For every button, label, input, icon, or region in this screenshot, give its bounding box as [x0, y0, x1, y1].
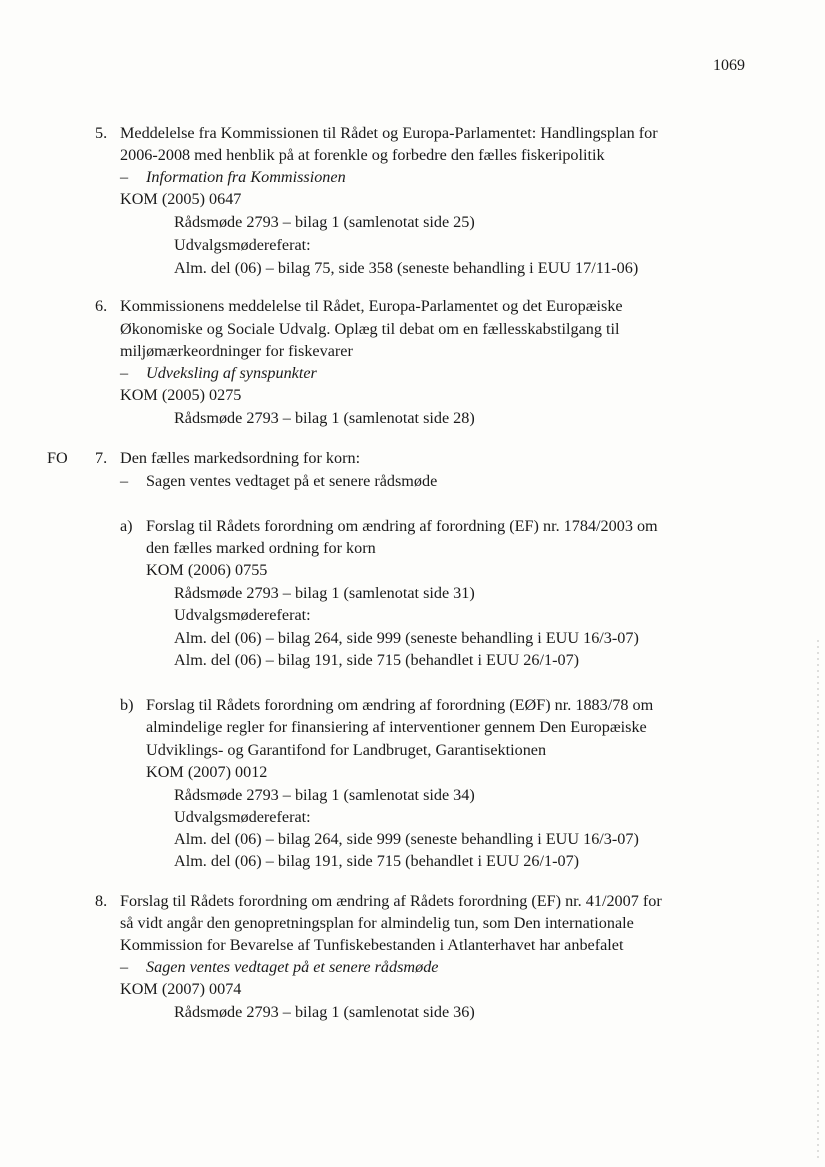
item-note: Sagen ventes vedtaget på et senere rådsmøde	[146, 958, 439, 976]
sub-item-title-line: almindelige regler for finansiering af interventioner gennem Den Europæiske	[146, 718, 647, 736]
council-reference: Udvalgsmødereferat:	[174, 606, 311, 624]
page-number: 1069	[713, 57, 745, 74]
sub-item-letter: b)	[120, 696, 134, 714]
sub-item-title-line: Forslag til Rådets forordning om ændring af forordning (EF) nr. 1784/2003 om	[146, 517, 658, 535]
scan-edge-artifact	[817, 640, 819, 1160]
kom-reference: KOM (2007) 0074	[120, 980, 242, 998]
item-title-line: Økonomiske og Sociale Udvalg. Oplæg til debat om en fællesskabstilgang til	[120, 320, 620, 338]
council-reference: Rådsmøde 2793 – bilag 1 (samlenotat side 28)	[174, 409, 475, 427]
fo-marker: FO	[47, 449, 68, 467]
council-reference: Alm. del (06) – bilag 191, side 715 (behandlet i EUU 26/1-07)	[174, 651, 580, 669]
kom-reference: KOM (2005) 0275	[120, 386, 242, 404]
item-title-line: miljømærkeordninger for fiskevarer	[120, 342, 353, 360]
council-reference: Rådsmøde 2793 – bilag 1 (samlenotat side 25)	[174, 213, 475, 231]
kom-reference: KOM (2005) 0647	[120, 190, 242, 208]
note-dash: –	[120, 958, 129, 976]
item-title-line: 2006-2008 med henblik på at forenkle og forbedre den fælles fiskeripolitik	[120, 146, 605, 164]
note-dash: –	[120, 168, 129, 186]
note-dash: –	[120, 364, 129, 382]
item-note: Information fra Kommissionen	[146, 168, 346, 186]
item-number: 6.	[95, 297, 108, 315]
item-number: 8.	[95, 892, 108, 910]
kom-reference: KOM (2007) 0012	[146, 763, 268, 781]
council-reference: Alm. del (06) – bilag 264, side 999 (seneste behandling i EUU 16/3-07)	[174, 830, 639, 848]
council-reference: Alm. del (06) – bilag 264, side 999 (seneste behandling i EUU 16/3-07)	[174, 629, 639, 647]
note-dash: –	[120, 472, 129, 490]
council-reference: Rådsmøde 2793 – bilag 1 (samlenotat side 36)	[174, 1003, 475, 1021]
item-title-line: Kommission for Bevarelse af Tunfiskebestanden i Atlanterhavet har anbefalet	[120, 936, 624, 954]
item-title-line: Kommissionens meddelelse til Rådet, Europa-Parlamentet og det Europæiske	[120, 297, 623, 315]
council-reference: Rådsmøde 2793 – bilag 1 (samlenotat side 31)	[174, 584, 475, 602]
item-note: Sagen ventes vedtaget på et senere rådsmøde	[146, 472, 438, 490]
item-title-line: Den fælles markedsordning for korn:	[120, 449, 361, 467]
council-reference: Rådsmøde 2793 – bilag 1 (samlenotat side 34)	[174, 786, 475, 804]
council-reference: Alm. del (06) – bilag 75, side 358 (seneste behandling i EUU 17/11-06)	[174, 259, 639, 277]
sub-item-title-line: den fælles marked ordning for korn	[146, 539, 376, 557]
item-title-line: så vidt angår den genopretningsplan for almindelig tun, som Den internationale	[120, 914, 634, 932]
sub-item-letter: a)	[120, 517, 133, 535]
council-reference: Udvalgsmødereferat:	[174, 808, 311, 826]
kom-reference: KOM (2006) 0755	[146, 561, 268, 579]
sub-item-title-line: Udviklings- og Garantifond for Landbruget, Garantisektionen	[146, 741, 547, 759]
item-note: Udveksling af synspunkter	[146, 364, 317, 382]
item-title-line: Meddelelse fra Kommissionen til Rådet og Europa-Parlamentet: Handlingsplan for	[120, 124, 658, 142]
council-reference: Udvalgsmødereferat:	[174, 236, 311, 254]
item-number: 7.	[95, 449, 108, 467]
item-title-line: Forslag til Rådets forordning om ændring af Rådets forordning (EF) nr. 41/2007 for	[120, 892, 662, 910]
sub-item-title-line: Forslag til Rådets forordning om ændring af forordning (EØF) nr. 1883/78 om	[146, 696, 654, 714]
item-number: 5.	[95, 124, 108, 142]
council-reference: Alm. del (06) – bilag 191, side 715 (behandlet i EUU 26/1-07)	[174, 852, 580, 870]
